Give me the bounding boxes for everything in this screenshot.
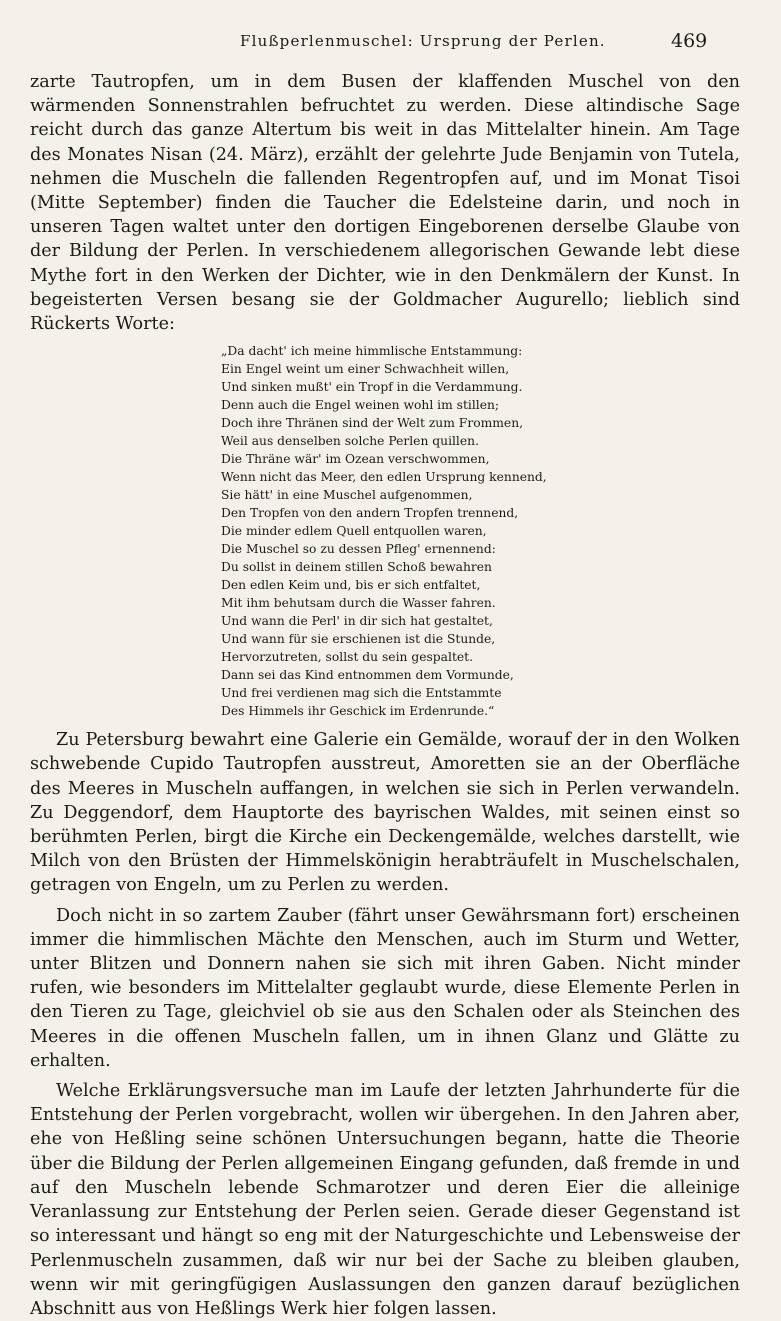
rueckert-poem <box>221 342 740 720</box>
paragraph-1: zarte Tautropfen, um in dem Busen der klaffenden Muschel von den wärmenden Sonnenstrahlen befruchtet zu werden. Diese altindische Sage reicht durch das ganze Altertum bis weit in das Mittelalter hinein. Am Tage des Monates Nisan (24. März), erzählt der gelehrte Jude Benjamin von Tutela, nehmen die Muscheln die fallenden Regentropfen auf, und im Monat Tisoi (Mitte September) finden die Taucher die Edelsteine darin, und noch in unseren Tagen waltet unter den dortigen Eingeborenen derselbe Glaube von der Bildung der Perlen. In verschiedenem allegorischen Gewande lebt diese Mythe fort in den Werken der Dichter, wie in den Denkmälern der Kunst. In begeisterten Versen besang sie der Goldmacher Augurello; lieblich sind Rückerts Worte: <box>30 72 740 335</box>
poem-line: Den edlen Keim und, bis er sich entfaltet, <box>221 578 481 593</box>
paragraph-3: Doch nicht in so zartem Zauber (fährt unser Gewährsmann fort) erscheinen immer die himmlischen Mächte den Menschen, auch im Sturm und Wetter, unter Blitzen und Donnern nahen sie sich mit ihren Gaben. Nicht minder rufen, wie besonders im Mittelalter geglaubt wurde, diese Elemente Perlen in den Tieren zu Tage, gleichviel ob sie aus den Schalen oder als Steinchen des Meeres in die offenen Muscheln fallen, um in ihnen Glanz und Glätte zu erhalten. <box>30 905 740 1071</box>
poem-line: Weil aus denselben solche Perlen quillen. <box>221 434 479 449</box>
body-text <box>30 70 740 1321</box>
poem-line: Du sollst in deinem stillen Schoß bewahren <box>221 560 492 575</box>
poem-line: Ein Engel weint um einer Schwachheit willen, <box>221 362 510 377</box>
poem-line: Mit ihm behutsam durch die Wasser fahren. <box>221 596 496 611</box>
poem-line: Des Himmels ihr Geschick im Erdenrunde.“ <box>221 704 495 719</box>
poem-line: Die Muschel so zu dessen Pfleg' ernennend: <box>221 542 496 557</box>
poem-line: Und sinken mußt' ein Tropf in die Verdammung. <box>221 380 523 395</box>
paragraph-4: Welche Erklärungsversuche man im Laufe der letzten Jahrhunderte für die Entstehung der Perlen vorgebracht, wollen wir übergehen. In den Jahren aber, ehe von Heßling seine schönen Untersuchungen begann, hatte die Theorie über die Bildung der Perlen allgemeinen Eingang gefunden, daß fremde in und auf den Muscheln lebende Schmarotzer und deren Eier die alleinige Veranlassung zur Entstehung der Perlen seien. Gerade dieser Gegenstand ist so interessant und hängt so eng mit der Naturgeschichte und Lebensweise der Perlenmuscheln zusammen, daß wir nur bei der Sache zu bleiben glauben, wenn wir mit geringfügigen Auslassungen den ganzen darauf bezüglichen Abschnitt aus von Heßlings Werk hier folgen lassen. <box>30 1081 740 1319</box>
poem-line: Sie hätt' in eine Muschel aufgenommen, <box>221 488 473 503</box>
poem-line: Wenn nicht das Meer, den edlen Ursprung kennend, <box>221 470 547 485</box>
poem-line: Und wann für sie erschienen ist die Stunde, <box>221 632 496 647</box>
poem-line: Und wann die Perl' in dir sich hat gestaltet, <box>221 614 493 629</box>
poem-line: Die minder edlem Quell entquollen waren, <box>221 524 487 539</box>
poem-line: Denn auch die Engel weinen wohl im stillen; <box>221 398 500 413</box>
poem-line: Dann sei das Kind entnommen dem Vormunde, <box>221 668 514 683</box>
running-head: Flußperlenmuschel: Ursprung der Perlen. <box>240 32 606 50</box>
poem-line: Hervorzutreten, sollst du sein gespaltet. <box>221 650 474 665</box>
page-number: 469 <box>671 30 708 52</box>
poem-line: Die Thräne wär' im Ozean verschwommen, <box>221 452 490 467</box>
poem-line: „Da dacht' ich meine himmlische Entstammung: <box>221 344 523 359</box>
page-header <box>0 30 781 60</box>
poem-line: Doch ihre Thränen sind der Welt zum Frommen, <box>221 416 524 431</box>
paragraph-2: Zu Petersburg bewahrt eine Galerie ein Gemälde, worauf der in den Wolken schwebende Cupido Tautropfen ausstreut, Amoretten sie an der Oberfläche des Meeres in Muscheln auffangen, in welchen sie sich in Perlen verwandeln. Zu Deggendorf, dem Hauptorte des bayrischen Waldes, mit seinen einst so berühmten Perlen, birgt die Kirche ein Deckengemälde, welches darstellt, wie Milch von den Brüsten der Himmelskönigin herabträufelt in Muschelschalen, getragen von Engeln, um zu Perlen zu werden. <box>30 730 740 896</box>
poem-line: Den Tropfen von den andern Tropfen trennend, <box>221 506 519 521</box>
poem-line: Und frei verdienen mag sich die Entstammte <box>221 686 502 701</box>
